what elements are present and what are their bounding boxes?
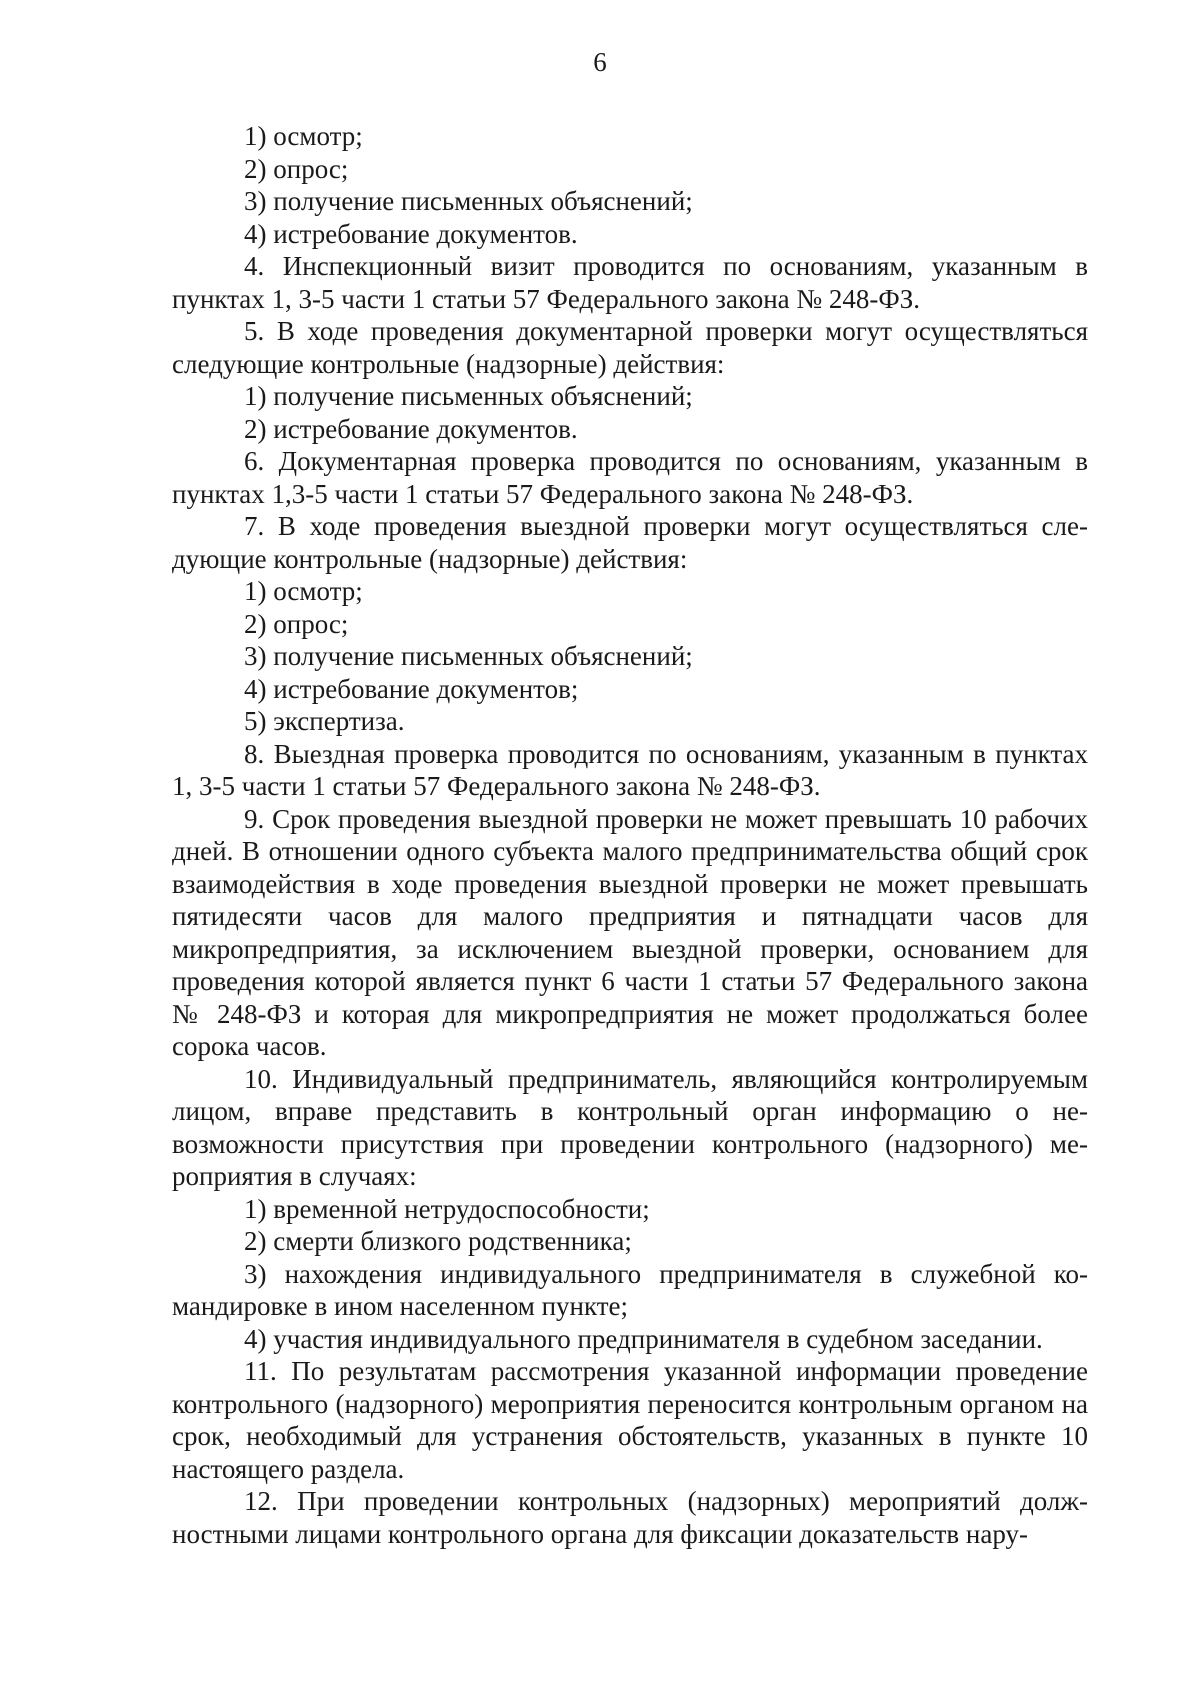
list-item-inspection-explanations: 3) получение письменных объяснений; — [244, 186, 693, 216]
list-item-business-trip: 3) нахождения индивидуального предпринимателя в служебной командировке в ином населенном пункте; — [172, 1258, 1088, 1321]
list-item-field-check-expertise: 5) экспертиза. — [244, 706, 405, 736]
paragraph-4: 4. Инспекционный визит проводится по основаниям, указанным в пунктах 1, 3-5 части 1 статьи 57 Федерального закона № 248-ФЗ. — [172, 251, 1088, 314]
list-item-court-session: 4) участия индивидуального предпринимателя в судебном заседании. — [244, 1323, 1043, 1354]
list-item-inspection-osmotr: 1) осмотр; — [244, 121, 363, 151]
paragraph-9: 9. Срок проведения выездной проверки не может превышать 10 рабочих дней. В отношении одного субъекта малого предпринимательства общий срок взаимодействия в ходе проведения выездной проверки не может превышать пятидесяти часов для малого предприятия и пятнадцати часов для микропредприятия, за исключением выездной проверки, основанием для проведения которой является пункт 6 части 1 статьи 57 Федерального закона № 248-ФЗ и которая для микропредприятия не может продолжаться более сорока часов. — [172, 803, 1088, 1061]
paragraph-11: 11. По результатам рассмотрения указанной информации проведение контрольного (надзорного) мероприятия переносится контрольным органом на срок, необходимый для устранения обстоятельств, указанных в пункте 10 настоящего раздела. — [172, 1356, 1088, 1484]
list-item-doc-check-explanations: 1) получение письменных объяснений; — [244, 381, 693, 411]
list-item-field-check-opros: 2) опрос; — [244, 608, 349, 639]
list-item-field-check-explanations: 3) получение письменных объяснений; — [244, 641, 693, 671]
list-item-field-check-osmotr: 1) осмотр; — [244, 576, 363, 606]
paragraph-6: 6. Документарная проверка проводится по основаниям, указанным в пунктах 1,3-5 части 1 статьи 57 Федерального закона № 248-ФЗ. — [172, 446, 1088, 509]
paragraph-12: 12. При проведении контрольных (надзорных) мероприятий должностными лицами контрольного органа для фиксации доказательств нару- — [172, 1486, 1088, 1549]
page-number: 6 — [593, 47, 607, 77]
paragraph-8: 8. Выездная проверка проводится по основаниям, указанным в пунктах 1, 3-5 части 1 статьи 57 Федерального закона № 248-ФЗ. — [172, 738, 1088, 801]
document-body — [172, 120, 1088, 1550]
paragraph-5: 5. В ходе проведения документарной проверки могут осуществляться следующие контрольные (надзорные) действия: — [172, 316, 1088, 379]
list-item-field-check-documents: 4) истребование документов; — [244, 673, 579, 704]
list-item-doc-check-documents: 2) истребование документов. — [244, 413, 578, 444]
list-item-incapacity: 1) временной нетрудоспособности; — [244, 1193, 650, 1224]
paragraph-7: 7. В ходе проведения выездной проверки могут осуществляться следующие контрольные (надзорные) действия: — [172, 511, 1088, 574]
list-item-inspection-documents: 4) истребование документов. — [244, 218, 578, 249]
list-item-inspection-opros: 2) опрос; — [244, 153, 349, 184]
list-item-relative-death: 2) смерти близкого родственника; — [244, 1226, 632, 1256]
paragraph-10: 10. Индивидуальный предприниматель, являющийся контролируемым лицом, вправе представить в контрольный орган информацию о невозможности присутствия при проведении контрольного (надзорного) мероприятия в случаях: — [172, 1063, 1088, 1191]
